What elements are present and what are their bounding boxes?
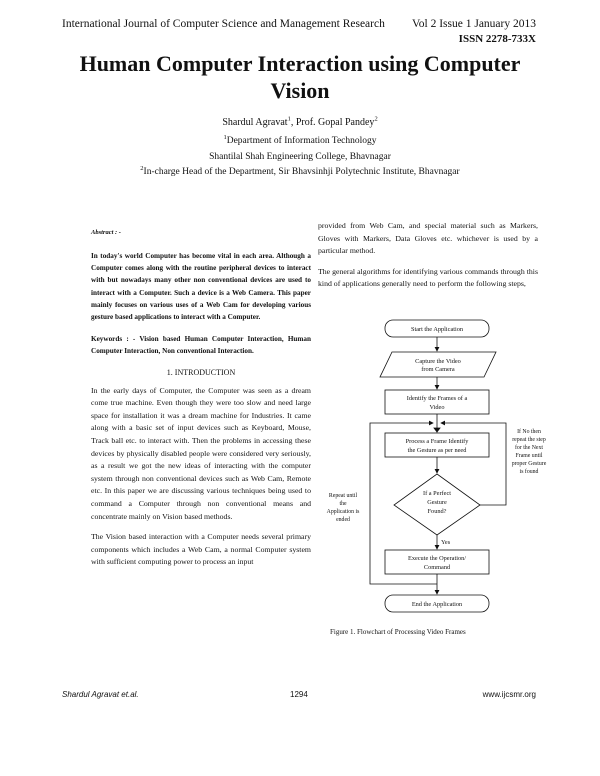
intro-paragraph-2: The Vision based interaction with a Computer needs several primary components which includes a Web Cam, a normal Computer system with sufficient computing power to process an input	[91, 532, 311, 567]
flow-identify-label-1: Identify the Frames of a	[406, 395, 468, 402]
author-2: , Prof. Gopal Pandey	[290, 117, 375, 128]
author-2-sup: 2	[374, 115, 378, 123]
author-1-sup: 1	[287, 115, 291, 123]
flow-decision-label-3: Found?	[427, 508, 447, 515]
author-1: Shardul Agravat	[222, 117, 288, 128]
aff-2-sup: 2	[140, 164, 144, 172]
figure-caption: Figure 1. Flowchart of Processing Video Frames	[330, 628, 466, 636]
flow-process-label-1: Process a Frame Identify	[405, 438, 469, 445]
keywords: Keywords : - Vision based Human Computer Interaction, Human Computer Interaction, Non conventional Interaction.	[91, 335, 311, 356]
flow-start-label: Start the Application	[410, 326, 464, 333]
flow-end-label: End the Application	[411, 601, 463, 608]
no-note-line-1: If No then	[517, 429, 541, 435]
repeat-note-line-1: Repeat until	[328, 493, 358, 499]
flow-capture-label-2: from Camera	[421, 366, 455, 373]
flow-process-label-2: the Gesture as per need	[407, 447, 467, 454]
flow-yes-label: Yes	[441, 539, 451, 546]
repeat-note-line-2: the	[339, 501, 347, 507]
volume-info: Vol 2 Issue 1 January 2013	[411, 18, 536, 30]
intro-paragraph-1: In the early days of Computer, the Computer was seen as a dream come true machine. Even though they were too slow and need large space for installation it was a dream machine for Industries. It came along with a basic set of input devices such as Keyboard, Mouse, Track ball etc. to interact with. Then the problems in accessing these devices by physically disabled people were considered very seriously, as a result we got the new ideas of interacting with the computer system through non conventional devices such as Web Cam, Remote etc. In this paper we are discussing various techniques being used to command a Computer through non conventional means and concentrate mainly on Vision based methods.	[91, 385, 311, 521]
no-note-line-3: for the Next	[514, 445, 544, 451]
left-column	[91, 229, 311, 577]
paper-title	[50, 50, 550, 104]
flow-decision-label-2: Gesture	[427, 499, 447, 506]
title-line-1: Human Computer Interaction using Computer	[79, 51, 521, 76]
section-heading-introduction: 1. INTRODUCTION	[166, 367, 236, 377]
issn: ISSN 2278-733X	[458, 33, 536, 45]
right-paragraph-1: provided from Web Cam, and special material such as Markers, Gloves with Markers, Data Gloves etc. whichever is used by a particular method.	[318, 221, 538, 256]
abstract-text: In today's world Computer has become vital in each area. Although a Computer comes along with the routine peripheral devices to interact with but nowadays many other non conventional devices are used to interact with a Computer. Such a device is a Web Camera. This paper mainly focuses on various uses of a Web Cam for developing various gesture based applications to interact with a Computer.	[91, 252, 311, 322]
aff-1-text: Department of Information Technology	[226, 136, 377, 146]
flowchart	[318, 310, 548, 622]
no-note-line-5: proper Gesture	[511, 461, 547, 467]
author-list	[50, 117, 550, 128]
footer-url: www.ijcsmr.org	[482, 690, 536, 699]
aff-1-sup: 1	[223, 133, 227, 141]
no-note-line-6: is found	[519, 469, 539, 475]
repeat-note-line-3: Application is	[326, 509, 360, 515]
aff-2-text: In-charge Head of the Department, Sir Bhavsinhji Polytechnic Institute, Bhavnagar	[143, 167, 460, 177]
flow-identify-label-2: Video	[429, 404, 445, 411]
abstract-label: Abstract : -	[91, 229, 121, 236]
journal-name: International Journal of Computer Science and Management Research	[62, 18, 385, 30]
no-note-line-4: Frame until	[515, 453, 543, 459]
footer-author: Shardul Agravat et.al.	[62, 690, 139, 699]
affiliation-1	[50, 133, 550, 146]
flow-decision-label-1: If a Perfect	[423, 490, 451, 497]
flow-execute-label-1: Execute the Operation/	[407, 555, 467, 562]
right-column	[318, 220, 538, 299]
affiliation-college: Shantilal Shah Engineering College, Bhavnagar	[209, 152, 391, 162]
flow-capture-label-1: Capture the Video	[415, 358, 461, 365]
affiliation-2	[50, 164, 550, 177]
no-note-line-2: repeat the step	[512, 437, 546, 443]
flow-execute-label-2: Command	[423, 564, 451, 571]
right-paragraph-2: The general algorithms for identifying various commands through this kind of applications generally need to perform the following steps,	[318, 266, 538, 289]
repeat-note-line-4: ended	[336, 517, 350, 523]
footer-page-number: 1294	[290, 690, 308, 699]
title-line-2: Vision	[270, 78, 330, 103]
